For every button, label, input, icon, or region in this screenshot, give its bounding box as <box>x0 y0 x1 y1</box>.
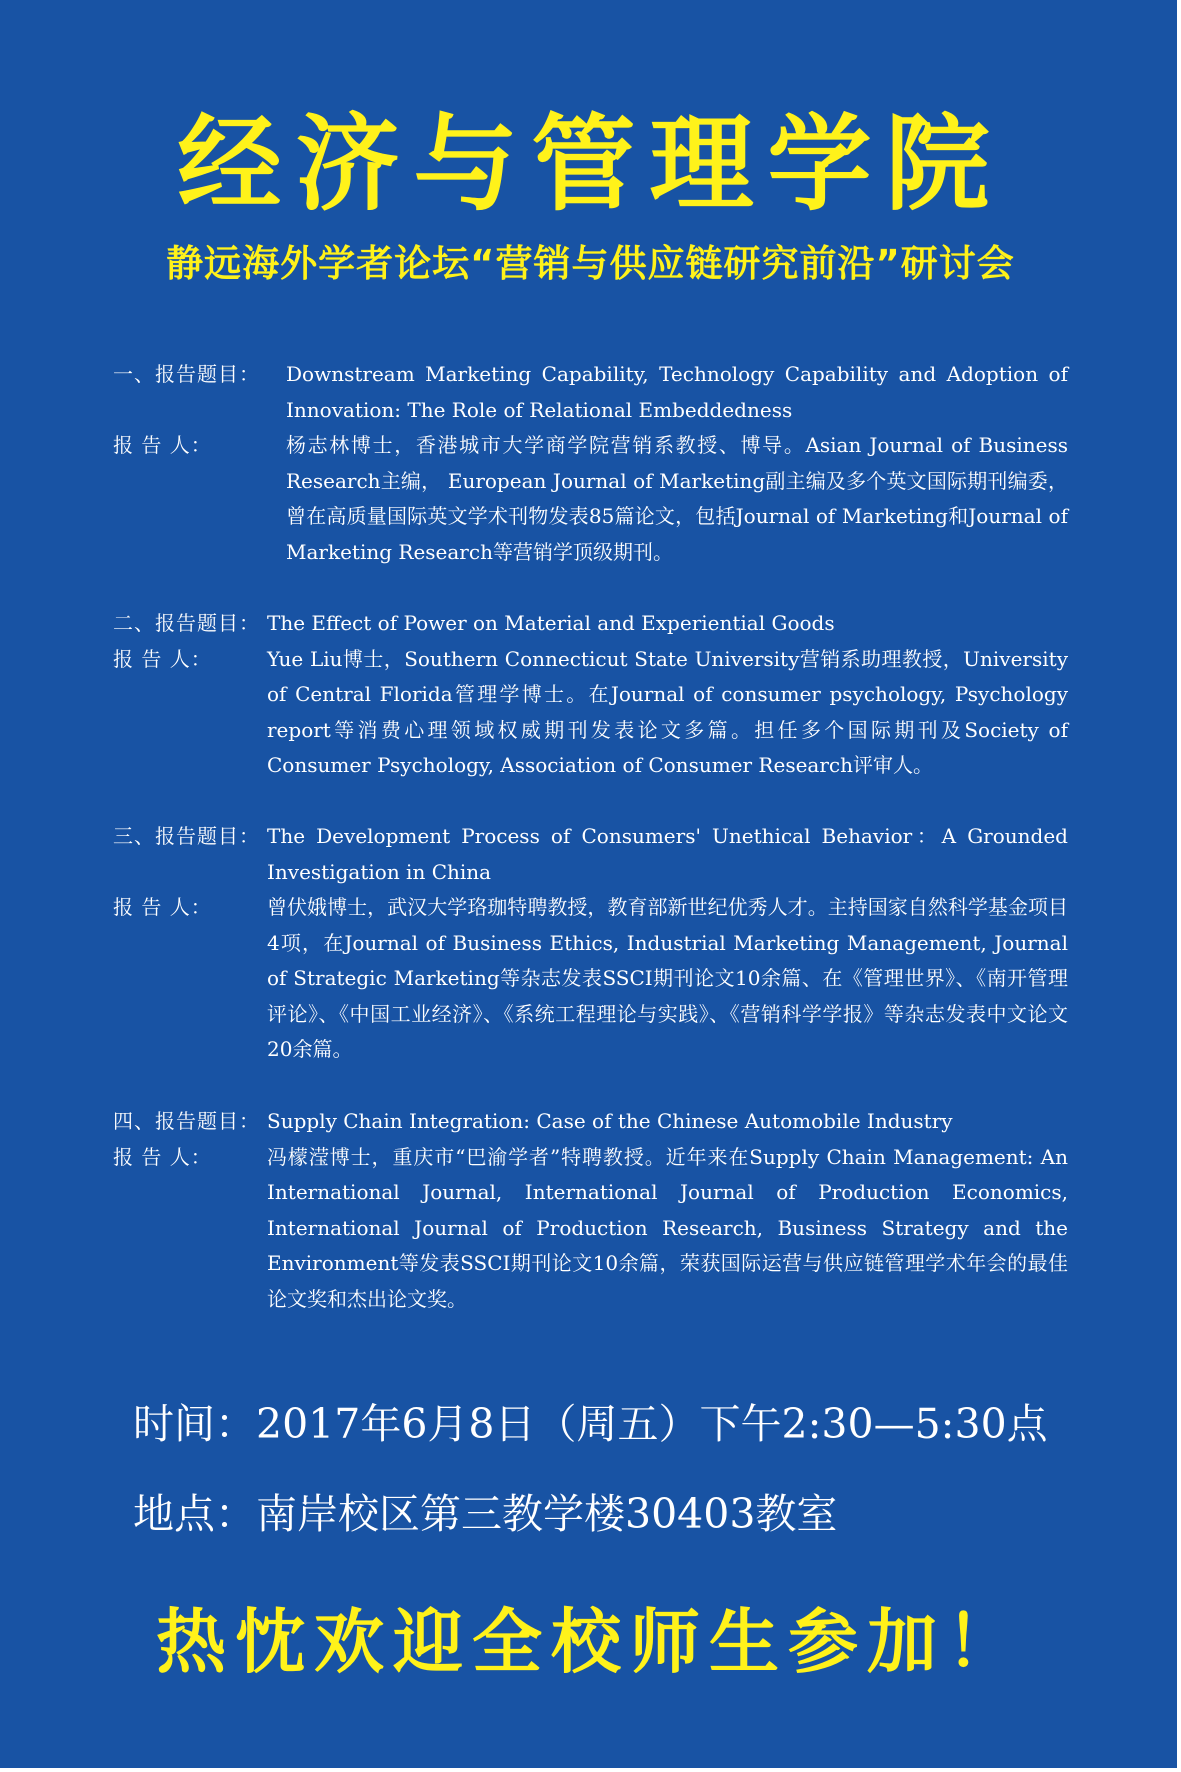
talk-2 <box>113 606 1068 784</box>
event-place: 地点：南岸校区第三教学楼30403教室 <box>133 1490 838 1538</box>
poster-subtitle: 静远海外学者论坛“营销与供应链研究前沿”研讨会 <box>166 242 1015 285</box>
talk-speaker-row <box>113 428 1068 570</box>
talk-topic-row <box>113 1104 1068 1140</box>
talk-speaker-row <box>113 890 1068 1068</box>
talk-speaker-row <box>113 1140 1068 1318</box>
talk-topic-row <box>113 819 1068 890</box>
talk-topic-row <box>113 357 1068 428</box>
topic-text: The Effect of Power on Material and Experiential Goods <box>267 611 835 635</box>
speaker-text: 冯檬滢博士，重庆市“巴渝学者”特聘教授。近年来在Supply Chain Management: An International Journal, International Journal of Production Economics, International Journal of Production Research, Business Strategy and the Environment等发表SSCI期刊论文10余篇，荣获国际运营与供应链管理学术年会的最佳论文奖和杰出论文奖。 <box>267 1144 1068 1311</box>
event-time: 时间：2017年6月8日（周五）下午2:30—5:30点 <box>133 1400 1048 1448</box>
topic-label: 四、报告题目： <box>113 1109 260 1133</box>
poster-title: 经济与管理学院 <box>177 103 1004 225</box>
topic-label: 一、报告题目： <box>113 362 260 386</box>
talk-topic-row <box>113 606 1068 642</box>
talk-4 <box>113 1104 1068 1317</box>
welcome-banner: 热忱欢迎全校师生参加！ <box>156 1601 1025 1683</box>
speaker-text: 杨志林博士，香港城市大学商学院营销系教授、博导。Asian Journal of Business Research主编， European Journal of Marketing副主编及多个英文国际期刊编委，曾在高质量国际英文学术刊物发表85篇论文，包括Journal of Marketing和Journal of Marketing Research等营销学顶级期刊。 <box>286 433 1068 564</box>
talk-3 <box>113 819 1068 1068</box>
speaker-text: 曾伏娥博士，武汉大学珞珈特聘教授，教育部新世纪优秀人才。主持国家自然科学基金项目4项，在Journal of Business Ethics, Industrial Marketing Management, Journal of Strategic Marketing等杂志发表SSCI期刊论文10余篇、在《管理世界》、《南开管理评论》、《中国工业经济》、《系统工程理论与实践》、《营销科学学报》等杂志发表中文论文20余篇。 <box>267 895 1068 1061</box>
topic-label: 二、报告题目： <box>113 611 260 635</box>
speaker-label: 报 告 人： <box>113 433 212 457</box>
talk-speaker-row <box>113 642 1068 784</box>
speaker-label: 报 告 人： <box>113 895 212 919</box>
topic-text: Supply Chain Integration: Case of the Chinese Automobile Industry <box>267 1109 953 1133</box>
topic-text: The Development Process of Consumers' Unethical Behavior：A Grounded Investigation in China <box>267 824 1068 884</box>
speaker-label: 报 告 人： <box>113 646 212 671</box>
speaker-text: Yue Liu博士，Southern Connecticut State University营销系助理教授，University of Central Florida管理学博士。在Journal of consumer psychology, Psychology report等消费心理领域权威期刊发表论文多篇。担任多个国际期刊及Society of Consumer Psychology, Association of Consumer Research评审人。 <box>267 646 1068 777</box>
topic-text: Downstream Marketing Capability, Technology Capability and Adoption of Innovation: The Role of Relational Embeddedness <box>286 362 1068 422</box>
talk-1 <box>113 357 1068 570</box>
topic-label: 三、报告题目： <box>113 824 260 848</box>
speaker-label: 报 告 人： <box>113 1144 212 1169</box>
